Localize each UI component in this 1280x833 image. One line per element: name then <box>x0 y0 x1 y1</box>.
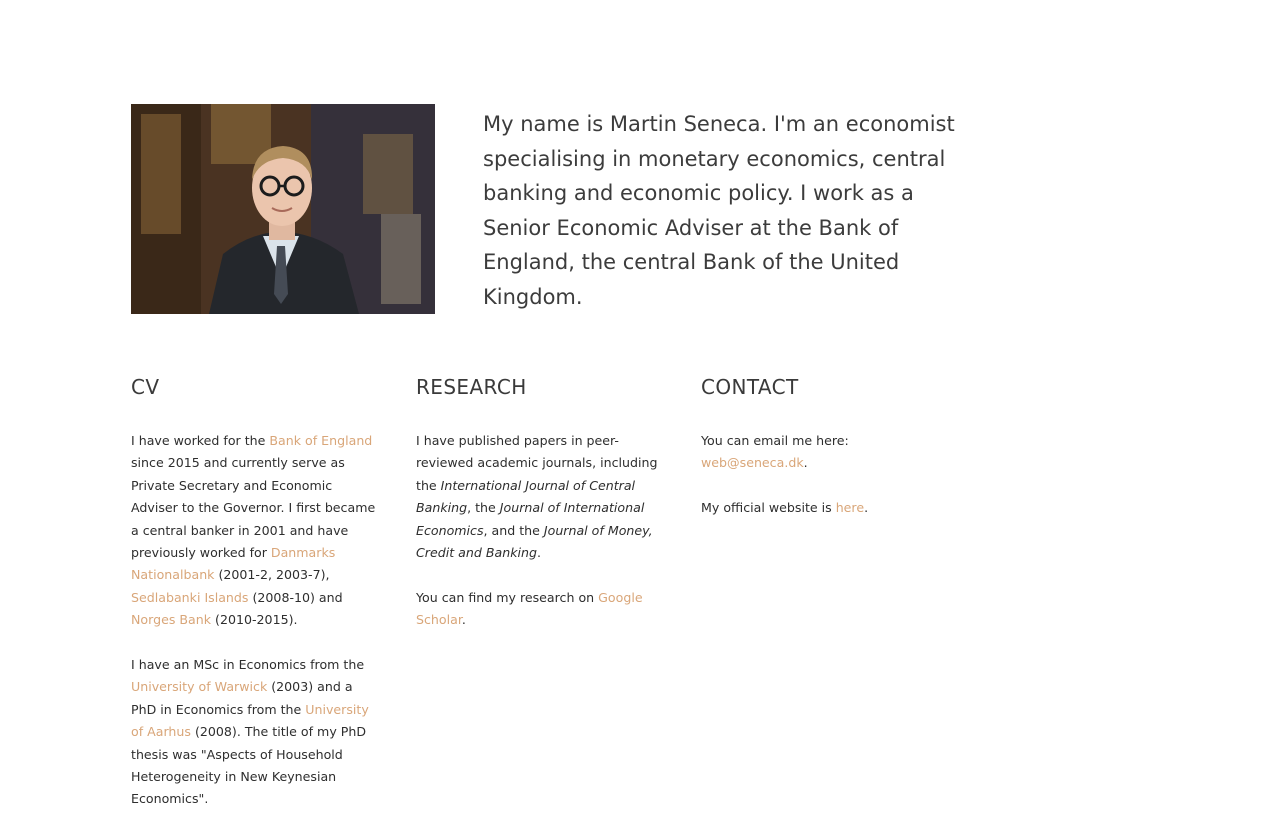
google-scholar-link[interactable]: Google Scholar <box>416 589 643 628</box>
contact-paragraph-email: You can email me here: web@seneca.dk. <box>701 433 849 471</box>
norges-bank-link[interactable]: Norges Bank <box>131 612 212 628</box>
cv-section <box>131 372 379 833</box>
intro-text: My name is Martin Seneca. I'm an economist specialising in monetary economics, central banking and economic policy. I work as a Senior Economic Adviser at the Bank of England, the central Bank of the United Kingdom. <box>483 112 955 309</box>
research-section <box>416 372 661 654</box>
contact-paragraph-website: My official website is here. <box>701 500 869 516</box>
research-paragraph-scholar: You can find my research on Google Scholar. <box>416 589 643 628</box>
journal-ijcb: International Journal of Central Banking <box>416 477 636 516</box>
research-heading: RESEARCH <box>416 375 527 399</box>
cv-paragraph-education: I have an MSc in Economics from the University of Warwick (2003) and a PhD in Economics from the University of Aarhus (2008). The title of my PhD thesis was "Aspects of Household Heterogeneity in New Keynesian Economics". <box>131 657 369 807</box>
bank-of-england-link[interactable]: Bank of England <box>269 433 373 448</box>
danmarks-nationalbank-link[interactable]: Danmarks Nationalbank <box>131 545 336 583</box>
official-website-link[interactable]: here <box>835 500 865 516</box>
email-link[interactable]: web@seneca.dk <box>701 455 804 471</box>
cv-paragraph-work: I have worked for the Bank of England since 2015 and currently serve as Private Secretary and Economic Adviser to the Governor. I first became a central banker in 2001 and have previously worked for Danmarks Nationalbank (2001-2, 2003-7), Sedlabanki Islands (2008-10) and Norges Bank (2010-2015). <box>131 433 376 628</box>
contact-heading: CONTACT <box>701 375 799 399</box>
contact-section <box>701 372 941 542</box>
cv-heading: CV <box>131 375 160 399</box>
research-paragraph-papers: I have published papers in peer-reviewed academic journals, including the International Journal of Central Banking, the Journal of International Economics, and the Journal of Money, Credit and Banking. <box>416 433 658 561</box>
university-of-warwick-link[interactable]: University of Warwick <box>131 679 268 695</box>
sedlabanki-islands-link[interactable]: Sedlabanki Islands <box>131 589 249 605</box>
profile-photo <box>131 104 435 314</box>
journal-jmcb: Journal of Money, Credit and Banking <box>416 522 653 561</box>
university-of-aarhus-link[interactable]: University of Aarhus <box>131 701 369 740</box>
journal-jie: Journal of International Economics <box>416 500 645 538</box>
